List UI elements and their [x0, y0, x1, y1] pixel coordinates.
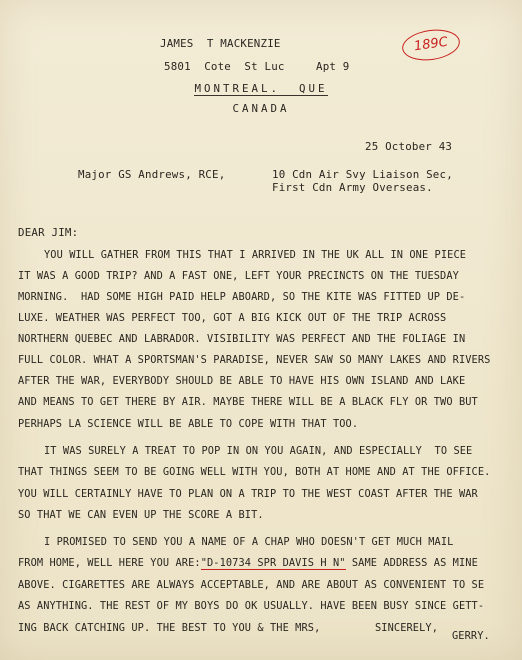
letterhead-city — [0, 82, 522, 95]
address-prefix: FROM HOME, WELL HERE YOU ARE: — [18, 557, 201, 569]
closing-line: AS ANYTHING. THE REST OF MY BOYS DO OK USUALLY. HAVE BEEN BUSY SINCE GETT- — [18, 600, 485, 612]
address-suffix: SAME ADDRESS AS MINE — [345, 557, 478, 569]
letterhead-country: CANADA — [232, 102, 290, 115]
signature: GERRY. — [452, 630, 490, 642]
body-line: IT WAS SURELY A TREAT TO POP IN ON YOU AGAIN, AND ESPECIALLY TO SEE — [44, 445, 473, 457]
closing-line: ING BACK CATCHING UP. THE BEST TO YOU & THE MRS, — [18, 622, 321, 634]
body-line: FULL COLOR. WHAT A SPORTSMAN'S PARADISE, NEVER SAW SO MANY LAKES AND RIVERS — [18, 354, 491, 366]
body-line: NORTHERN QUEBEC AND LABRADOR. VISIBILITY WAS PERFECT AND THE FOLIAGE IN — [18, 333, 466, 345]
letterhead-street: 5801 Cote St Luc — [164, 60, 285, 73]
body-line: IT WAS A GOOD TRIP? AND A FAST ONE, LEFT YOUR PRECINCTS ON THE TUESDAY — [18, 270, 459, 282]
recipient-line-2: 10 Cdn Air Svy Liaison Sec, — [272, 168, 453, 181]
letterhead-apt: Apt 9 — [316, 60, 350, 73]
closing-line: ABOVE. CIGARETTES ARE ALWAYS ACCEPTABLE, AND ARE ABOUT AS CONVENIENT TO SE — [18, 579, 485, 591]
recipient-line-1: Major GS Andrews, RCE, — [78, 168, 226, 181]
signoff: SINCERELY, — [375, 622, 438, 634]
recipient-line-3: First Cdn Army Overseas. — [272, 181, 433, 194]
body-line: YOU WILL CERTAINLY HAVE TO PLAN ON A TRIP TO THE WEST COAST AFTER THE WAR — [18, 488, 478, 500]
salutation: DEAR JIM: — [18, 226, 79, 239]
body-line: THAT THINGS SEEM TO BE GOING WELL WITH YOU, BOTH AT HOME AND AT THE OFFICE. — [18, 466, 491, 478]
address-line — [18, 557, 478, 570]
archive-number: 189C — [413, 34, 449, 55]
body-line: MORNING. HAD SOME HIGH PAID HELP ABOARD, SO THE KITE WAS FITTED UP DE- — [18, 291, 466, 303]
letterhead-name: JAMES T MACKENZIE — [160, 37, 281, 50]
body-line: YOU WILL GATHER FROM THIS THAT I ARRIVED IN THE UK ALL IN ONE PIECE — [44, 249, 467, 261]
letter-date: 25 October 43 — [365, 140, 453, 153]
body-line: LUXE. WEATHER WAS PERFECT TOO, GOT A BIG KICK OUT OF THE TRIP ACROSS — [18, 312, 447, 324]
body-line: SO THAT WE CAN EVEN UP THE SCORE A BIT. — [18, 509, 264, 521]
body-line: I PROMISED TO SEND YOU A NAME OF A CHAP WHO DOESN'T GET MUCH MAIL — [44, 536, 454, 548]
body-line: AFTER THE WAR, EVERYBODY SHOULD BE ABLE TO HAVE HIS OWN ISLAND AND LAKE — [18, 375, 466, 387]
archive-number-stamp — [400, 26, 462, 64]
letterhead-city-text: MONTREAL. QUE — [194, 82, 328, 95]
body-line: AND MEANS TO GET THERE BY AIR. MAYBE THERE WILL BE A BLACK FLY OR TWO BUT — [18, 396, 478, 408]
service-number-highlight: "D-10734 SPR DAVIS H N" — [200, 557, 346, 569]
body-line: PERHAPS LA SCIENCE WILL BE ABLE TO COPE WITH THAT TOO. — [18, 418, 359, 430]
